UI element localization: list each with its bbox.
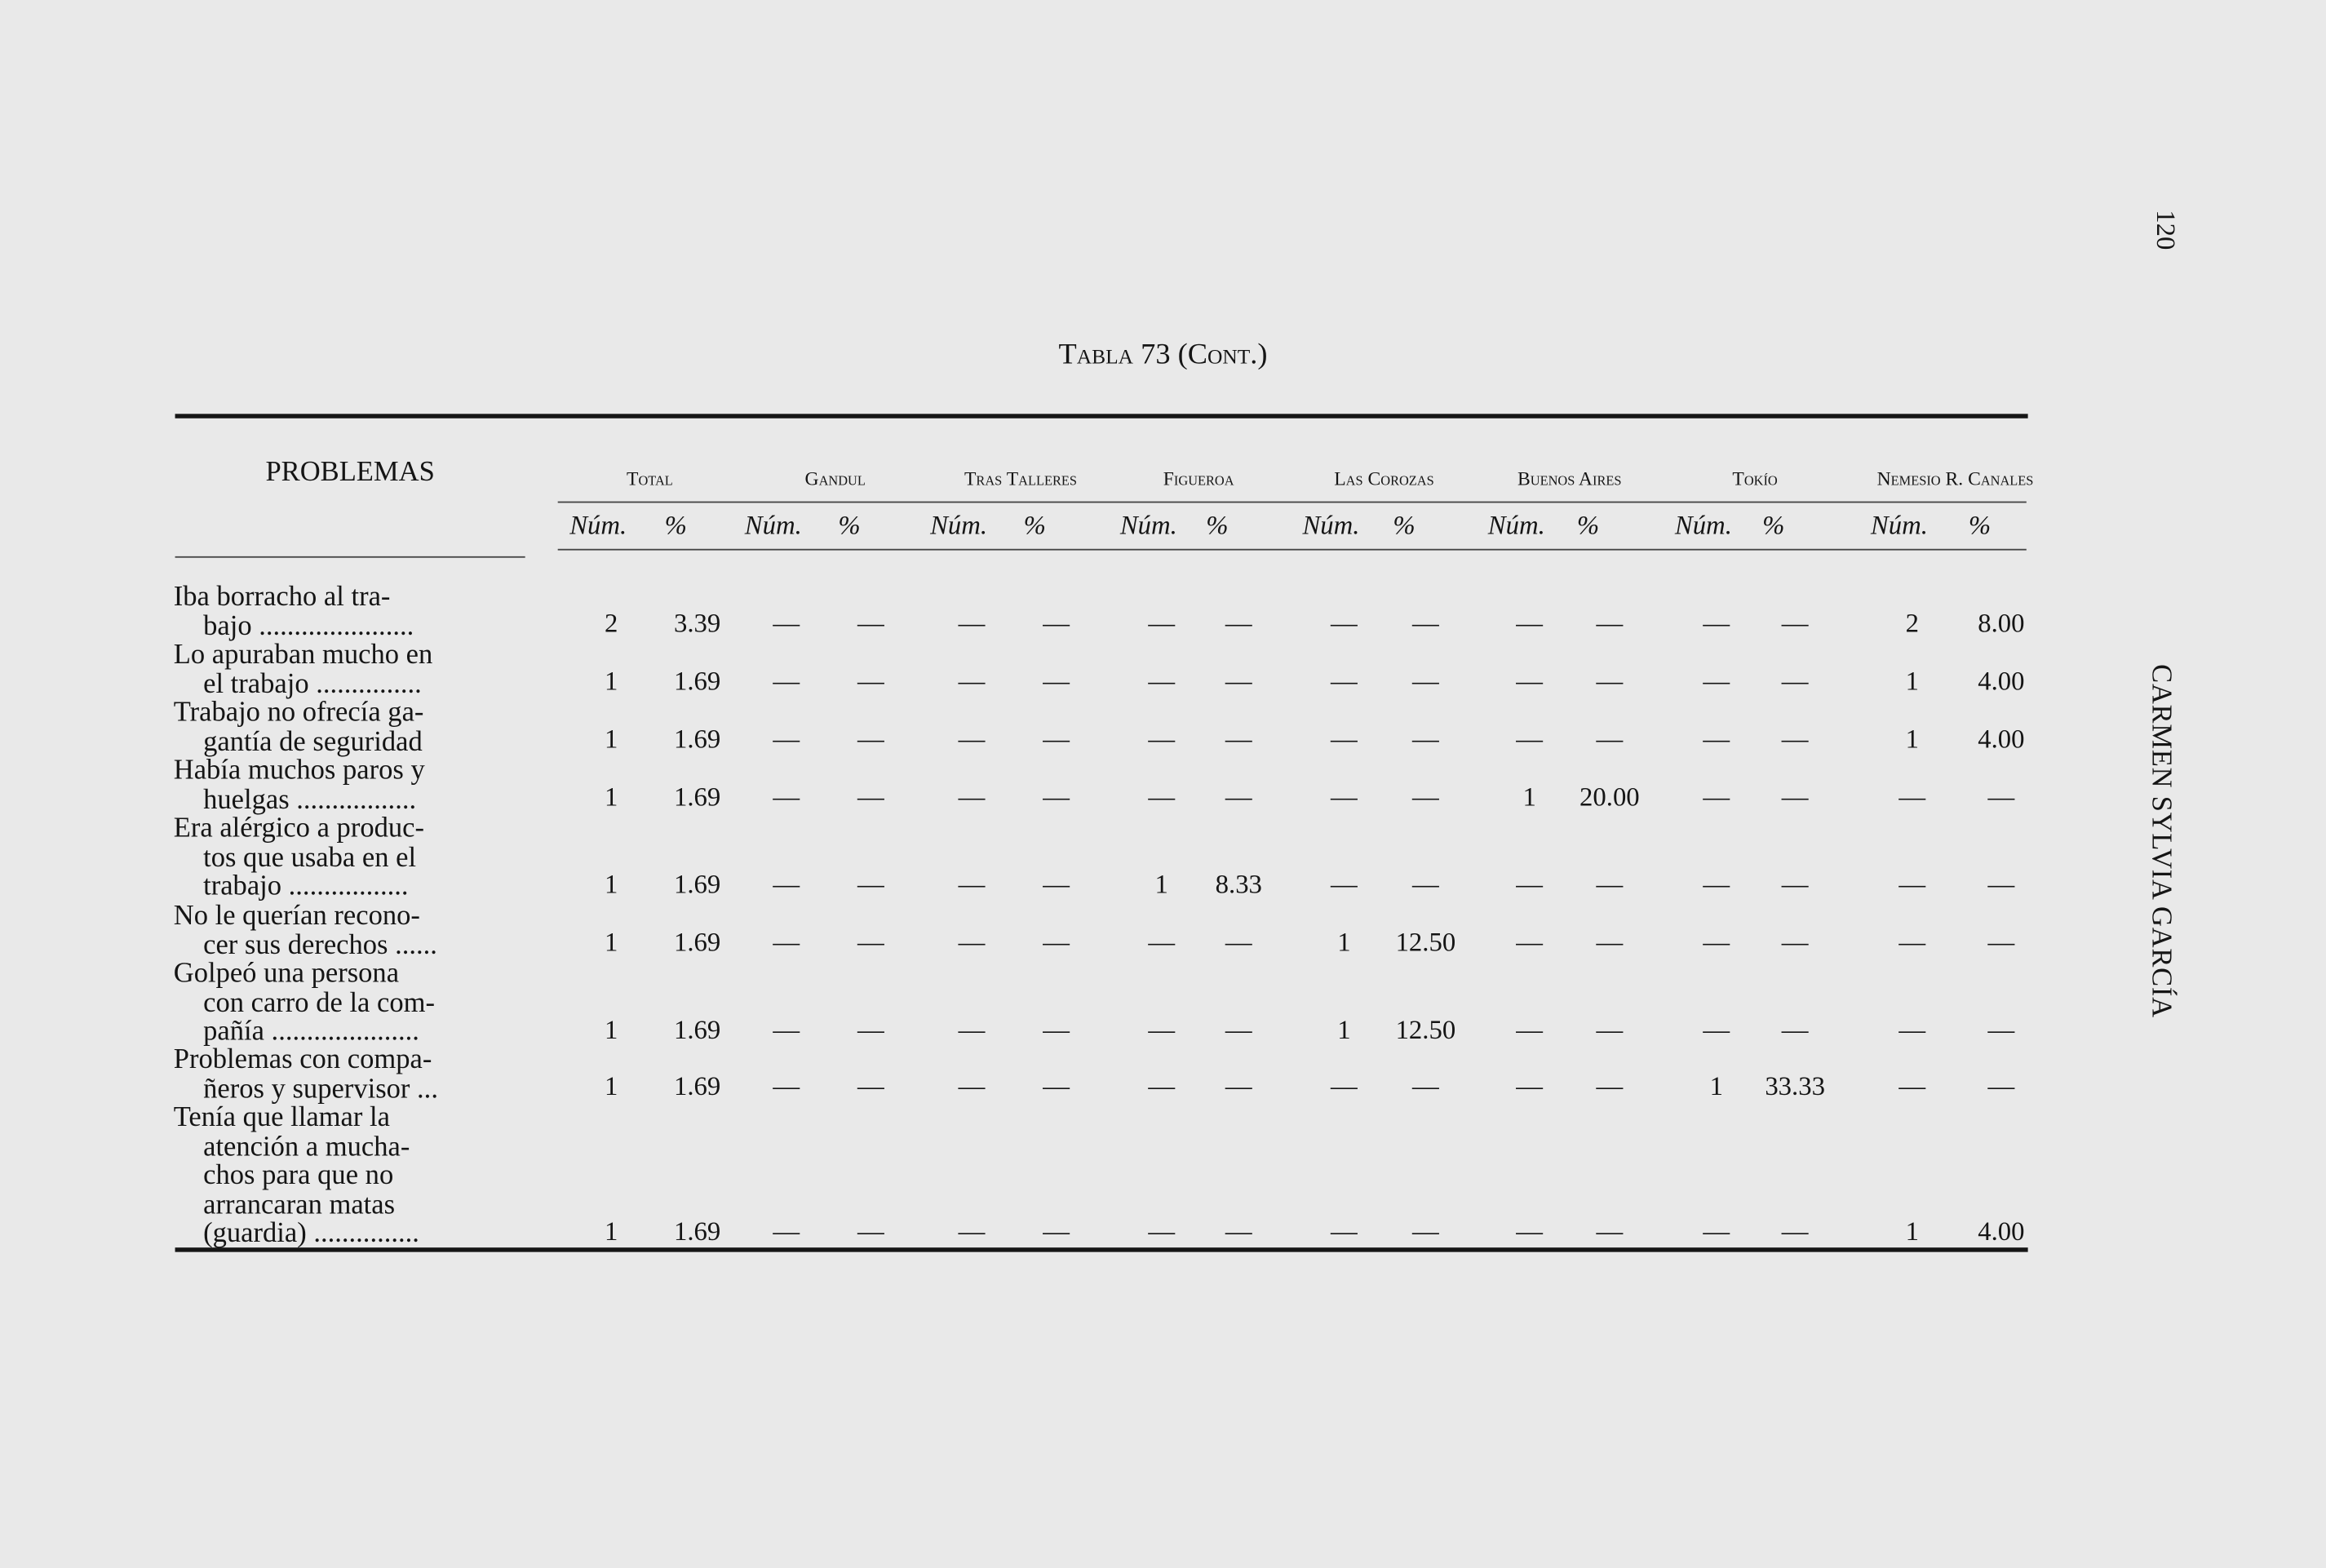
cell-num: —	[1516, 724, 1544, 754]
cell-num: —	[1516, 608, 1544, 638]
subheader-pct: %	[1206, 510, 1229, 540]
cell-num: —	[958, 666, 986, 696]
cell-pct: —	[1412, 1216, 1439, 1247]
row-label	[174, 902, 529, 960]
cell-num: 2	[1905, 608, 1919, 638]
stub-divider	[175, 556, 525, 558]
cell-pct: 4.00	[1978, 666, 2025, 696]
row-label	[174, 698, 529, 756]
cell-num: 1	[1154, 869, 1168, 899]
cell-pct: —	[1225, 1014, 1252, 1045]
cell-num: —	[1148, 724, 1176, 754]
column-header: Tras Talleres	[964, 466, 1078, 489]
row-label-line: Problemas con compa-	[173, 1044, 432, 1076]
row-label-line: Trabajo no ofrecía ga-	[173, 697, 424, 729]
cell-num: —	[773, 782, 800, 812]
running-head: CARMEN SYLVIA GARCÍA	[2145, 664, 2177, 1018]
cell-pct: 4.00	[1978, 724, 2025, 754]
row-label-line: (guardia) ...............	[203, 1217, 419, 1250]
row-label-line: gantía de seguridad	[203, 726, 423, 758]
cell-pct: 1.69	[673, 724, 721, 754]
cell-pct: —	[1987, 1070, 2015, 1101]
cell-num: 1	[1709, 1070, 1723, 1101]
subheader-num: Núm.	[1487, 510, 1545, 540]
cell-pct: —	[1987, 927, 2015, 957]
cell-num: —	[1516, 927, 1544, 957]
row-label-line: el trabajo ...............	[203, 668, 422, 700]
row-label-line: pañía .....................	[203, 1016, 419, 1048]
cell-num: —	[958, 869, 986, 899]
subheader-num: Núm.	[1870, 510, 1928, 540]
cell-num: 1	[1905, 666, 1919, 696]
cell-pct: —	[1781, 608, 1809, 638]
cell-pct: —	[857, 1070, 884, 1101]
cell-pct: 1.69	[673, 1014, 721, 1045]
cell-num: 1	[604, 869, 618, 899]
cell-pct: —	[1225, 782, 1252, 812]
cell-num: —	[1898, 782, 1926, 812]
cell-num: —	[1148, 608, 1176, 638]
cell-pct: —	[1596, 927, 1624, 957]
cell-pct: —	[1596, 608, 1624, 638]
cell-num: —	[773, 724, 800, 754]
cell-pct: 20.00	[1579, 782, 1640, 812]
cell-num: —	[773, 869, 800, 899]
cell-num: —	[1703, 1216, 1730, 1247]
cell-num: —	[1148, 1216, 1176, 1247]
row-label-line: ñeros y supervisor ...	[203, 1073, 438, 1105]
cell-pct: —	[1043, 666, 1070, 696]
row-label-line: Había muchos paros y	[173, 755, 425, 786]
cell-num: 1	[604, 724, 618, 754]
cell-num: —	[1148, 782, 1176, 812]
cell-num: —	[1703, 608, 1730, 638]
row-label	[174, 641, 529, 699]
cell-num: 1	[604, 1216, 618, 1247]
table-top-rule	[175, 414, 2028, 418]
cell-num: —	[1703, 1014, 1730, 1045]
cell-num: —	[1331, 1216, 1358, 1247]
cell-pct: 4.00	[1978, 1216, 2025, 1247]
cell-num: —	[958, 1014, 986, 1045]
cell-num: —	[958, 927, 986, 957]
cell-pct: 3.39	[673, 608, 721, 638]
cell-pct: 1.69	[673, 927, 721, 957]
cell-pct: —	[1781, 927, 1809, 957]
cell-pct: 8.33	[1215, 869, 1262, 899]
cell-num: —	[1516, 1070, 1544, 1101]
row-label-line: Lo apuraban mucho en	[173, 639, 433, 671]
cell-pct: —	[1225, 1070, 1252, 1101]
cell-pct: —	[1043, 782, 1070, 812]
cell-num: —	[1331, 869, 1358, 899]
cell-pct: —	[1225, 608, 1252, 638]
cell-num: —	[1516, 869, 1544, 899]
cell-pct: —	[1043, 1070, 1070, 1101]
row-label-line: trabajo .................	[203, 870, 409, 902]
cell-num: —	[1898, 1014, 1926, 1045]
cell-num: 1	[604, 1014, 618, 1045]
cell-pct: 12.50	[1395, 1014, 1456, 1045]
cell-num: —	[773, 927, 800, 957]
cell-pct: —	[1225, 1216, 1252, 1247]
cell-num: —	[1331, 782, 1358, 812]
row-label-line: cer sus derechos ......	[203, 929, 437, 961]
cell-pct: 1.69	[673, 1216, 721, 1247]
cell-num: 1	[1522, 782, 1536, 812]
cell-num: —	[1898, 927, 1926, 957]
row-label-line: Era alérgico a produc-	[173, 813, 425, 844]
cell-num: —	[1898, 869, 1926, 899]
cell-num: 1	[604, 927, 618, 957]
column-header: Gandul	[804, 466, 866, 489]
cell-pct: —	[1412, 869, 1439, 899]
cell-pct: 1.69	[673, 782, 721, 812]
cell-num: —	[1703, 927, 1730, 957]
subheader-pct: %	[1023, 510, 1046, 540]
cell-num: —	[958, 608, 986, 638]
row-label-line: bajo ......................	[203, 610, 414, 642]
subheader-pct: %	[1968, 510, 1991, 540]
row-header: PROBLEMAS	[265, 457, 435, 489]
row-label-line: arrancaran matas	[203, 1189, 396, 1220]
cell-num: 1	[1337, 927, 1351, 957]
cell-pct: —	[1987, 782, 2015, 812]
row-label	[173, 1101, 529, 1250]
cell-num: —	[1148, 1014, 1176, 1045]
cell-pct: 1.69	[673, 1070, 721, 1101]
cell-num: —	[1331, 1070, 1358, 1101]
cell-pct: —	[1043, 869, 1070, 899]
row-label	[174, 756, 529, 814]
cell-num: —	[958, 1070, 986, 1101]
cell-pct: —	[857, 927, 884, 957]
cell-pct: —	[1043, 1014, 1070, 1045]
column-header: Buenos Aires	[1517, 466, 1622, 489]
cell-pct: —	[1987, 869, 2015, 899]
cell-num: —	[773, 1070, 800, 1101]
cell-num: 1	[1337, 1014, 1351, 1045]
cell-pct: —	[1043, 1216, 1070, 1247]
row-label-line: con carro de la com-	[203, 987, 436, 1019]
subheader-pct: %	[1762, 510, 1785, 540]
cell-num: —	[1148, 1070, 1176, 1101]
cell-pct: —	[1596, 1014, 1624, 1045]
cell-num: 1	[604, 666, 618, 696]
cell-num: —	[773, 1014, 800, 1045]
cell-pct: —	[857, 608, 884, 638]
cell-pct: —	[1225, 927, 1252, 957]
row-label	[174, 583, 529, 641]
cell-pct: —	[1781, 869, 1809, 899]
cell-num: —	[958, 782, 986, 812]
cell-pct: —	[1781, 782, 1809, 812]
row-label-line: huelgas .................	[203, 783, 417, 816]
cell-pct: 12.50	[1395, 927, 1456, 957]
table-caption: Tabla 73 (Cont.)	[1058, 338, 1268, 371]
subheader-num: Núm.	[569, 510, 627, 540]
row-label-line: tos que usaba en el	[203, 841, 417, 874]
cell-num: —	[1898, 1070, 1926, 1101]
cell-pct: —	[857, 782, 884, 812]
cell-pct: —	[1596, 1216, 1624, 1247]
cell-num: —	[1516, 1216, 1544, 1247]
cell-num: —	[773, 1216, 800, 1247]
cell-num: —	[1331, 724, 1358, 754]
subheader-pct: %	[1393, 510, 1416, 540]
cell-num: —	[1703, 869, 1730, 899]
cell-pct: —	[1043, 927, 1070, 957]
cell-pct: —	[1596, 869, 1624, 899]
cell-pct: —	[1043, 724, 1070, 754]
cell-pct: —	[857, 1216, 884, 1247]
cell-pct: —	[1412, 724, 1439, 754]
subheader-pct: %	[838, 510, 861, 540]
subheader-num: Núm.	[744, 510, 802, 540]
cell-pct: —	[1225, 666, 1252, 696]
row-label	[174, 814, 529, 901]
page-number: 120	[2151, 210, 2181, 250]
cell-pct: —	[1596, 1070, 1624, 1101]
cell-num: 2	[604, 608, 618, 638]
row-label-line: No le querían recono-	[173, 900, 420, 932]
row-label-line: chos para que no	[203, 1159, 394, 1192]
subheader-num: Núm.	[1119, 510, 1177, 540]
row-label-line: Iba borracho al tra-	[173, 581, 391, 613]
cell-pct: —	[1412, 782, 1439, 812]
row-label-line: atención a mucha-	[203, 1131, 410, 1163]
cell-num: 1	[604, 1070, 618, 1101]
column-header: Total	[627, 466, 673, 489]
cell-num: —	[1516, 666, 1544, 696]
cell-pct: —	[1781, 666, 1809, 696]
cell-num: 1	[1905, 1216, 1919, 1247]
cell-pct: —	[857, 869, 884, 899]
cell-pct: —	[1781, 724, 1809, 754]
row-label	[174, 959, 529, 1046]
cell-pct: —	[1781, 1216, 1809, 1247]
subheader-num: Núm.	[1674, 510, 1732, 540]
cell-num: —	[958, 724, 986, 754]
cell-num: —	[1148, 666, 1176, 696]
subheader-pct: %	[1576, 510, 1600, 540]
cell-pct: —	[1596, 724, 1624, 754]
cell-pct: —	[1412, 666, 1439, 696]
cell-pct: —	[1596, 666, 1624, 696]
cell-num: —	[773, 666, 800, 696]
subheader-num: Núm.	[930, 510, 988, 540]
cell-pct: —	[1987, 1014, 2015, 1045]
column-header: Figueroa	[1163, 466, 1234, 489]
column-header: Nemesio R. Canales	[1876, 466, 2034, 489]
row-label	[174, 1046, 529, 1104]
cell-num: —	[1148, 927, 1176, 957]
cell-num: 1	[604, 782, 618, 812]
cell-pct: 1.69	[673, 666, 721, 696]
column-header: Las Corozas	[1334, 466, 1434, 489]
row-label-line: Golpeó una persona	[173, 958, 400, 990]
cell-num: —	[1703, 666, 1730, 696]
cell-pct: 8.00	[1978, 608, 2025, 638]
cell-pct: —	[1225, 724, 1252, 754]
column-header: Tokío	[1732, 466, 1778, 489]
cell-pct: —	[1781, 1014, 1809, 1045]
cell-pct: 1.69	[673, 869, 721, 899]
subheader-pct: %	[664, 510, 687, 540]
cell-pct: —	[1043, 608, 1070, 638]
cell-pct: 33.33	[1765, 1070, 1825, 1101]
cell-num: 1	[1905, 724, 1919, 754]
cell-num: —	[1516, 1014, 1544, 1045]
cell-pct: —	[1412, 1070, 1439, 1101]
cell-pct: —	[857, 666, 884, 696]
header-divider	[558, 502, 2027, 503]
cell-pct: —	[857, 1014, 884, 1045]
cell-num: —	[773, 608, 800, 638]
cell-pct: —	[857, 724, 884, 754]
cell-num: —	[1331, 666, 1358, 696]
cell-pct: —	[1412, 608, 1439, 638]
subheader-num: Núm.	[1302, 510, 1360, 540]
row-label-line: Tenía que llamar la	[173, 1101, 390, 1134]
cell-num: —	[1331, 608, 1358, 638]
cell-num: —	[1703, 724, 1730, 754]
cell-num: —	[958, 1216, 986, 1247]
cell-num: —	[1703, 782, 1730, 812]
subheader-divider	[558, 549, 2027, 551]
